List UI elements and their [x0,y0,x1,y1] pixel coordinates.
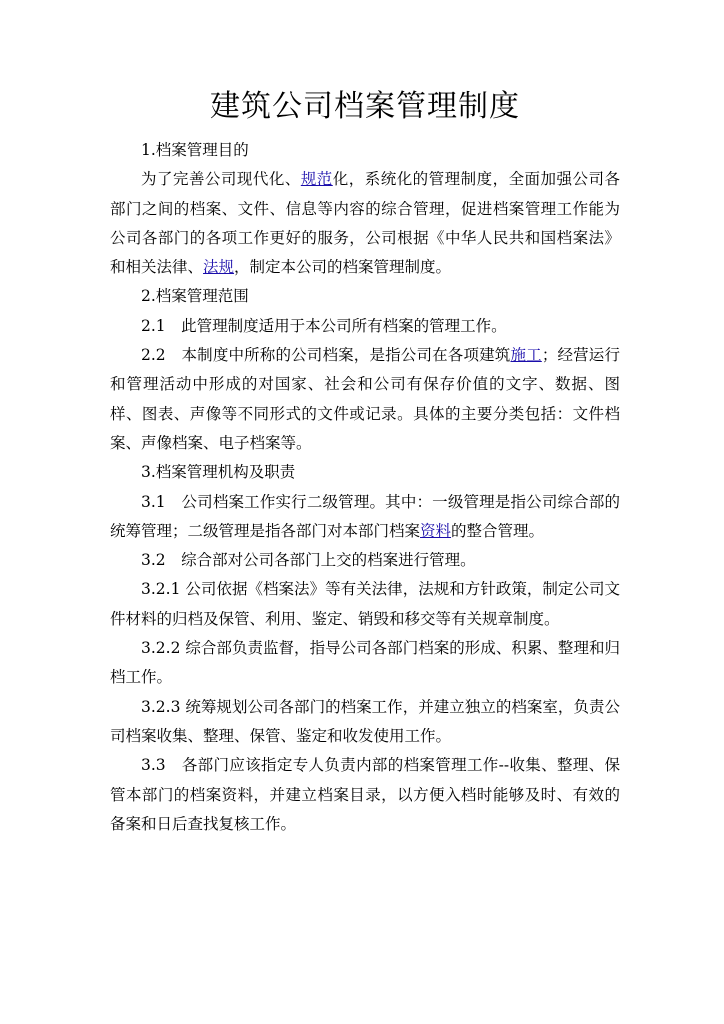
inline-link[interactable]: 规范 [300,170,333,189]
paragraph-text: 3.2.1 公司依据《档案法》等有关法律，法规和方针政策，制定公司文件材料的归档及保管、利用、鉴定、销毁和移交等有关规章制度。 [110,580,620,628]
document-page [110,84,620,839]
paragraph [110,165,620,282]
paragraph-text: 3.2.3 统筹规划公司各部门的档案工作，并建立独立的档案室，负责公司档案收集、整理、保管、鉴定和收发使用工作。 [110,697,620,745]
inline-link[interactable]: 资料 [420,521,452,540]
paragraph [110,341,620,458]
paragraph-text: ，制定本公司的档案管理制度。 [234,258,452,277]
paragraph-text: 的整合管理。 [451,521,545,540]
inline-link[interactable]: 施工 [510,346,542,365]
paragraph-text: 2.1 此管理制度适用于本公司所有档案的管理工作。 [141,316,507,335]
paragraph [110,634,620,693]
paragraph-text: 3.2 综合部对公司各部门上交的档案进行管理。 [141,551,476,570]
paragraph-text: 1.档案管理目的 [141,141,249,159]
paragraph [110,312,620,341]
paragraph-text: 2.2 本制度中所称的公司档案，是指公司在各项建筑 [141,346,511,365]
paragraph [110,458,620,487]
paragraph [110,693,620,752]
paragraph [110,488,620,547]
inline-link[interactable]: 法规 [203,258,235,277]
paragraph [110,282,620,311]
paragraph-text: ；经营运行和管理活动中形成的对国家、社会和公司有保存价值的文字、数据、图样、图表、声像等不同形式的文件或记录。具体的主要分类包括：文件档案、声像档案、电子档案等。 [110,346,620,452]
paragraph-text: 3.2.2 综合部负责监督，指导公司各部门档案的形成、积累、整理和归档工作。 [110,639,620,687]
paragraph-text: 3.档案管理机构及职责 [141,463,296,482]
paragraph [110,751,620,839]
paragraph-text: 化，系统化的管理制度，全面加强公司各部门之间的档案、文件、信息等内容的综合管理，促进档案管理工作能为公司各部门的各项工作更好的服务，公司根据《中华人民共和国档案法》和相关法律、 [110,170,620,277]
paragraph-text: 为了完善公司现代化、 [141,170,301,189]
paragraph [110,546,620,575]
paragraph-text: 3.1 公司档案工作实行二级管理。其中：一级管理是指公司综合部的统筹管理；二级管理是指各部门对本部门档案 [110,492,620,540]
paragraph [110,136,620,165]
paragraph [110,575,620,634]
paragraph-text: 3.3 各部门应该指定专人负责内部的档案管理工作--收集、整理、保管本部门的档案资料，并建立档案目录，以方便入档时能够及时、有效的备案和日后查找复核工作。 [110,756,620,833]
paragraph-text: 2.档案管理范围 [141,287,249,306]
document-body [110,136,620,839]
document-title: 建筑公司档案管理制度 [210,89,520,124]
